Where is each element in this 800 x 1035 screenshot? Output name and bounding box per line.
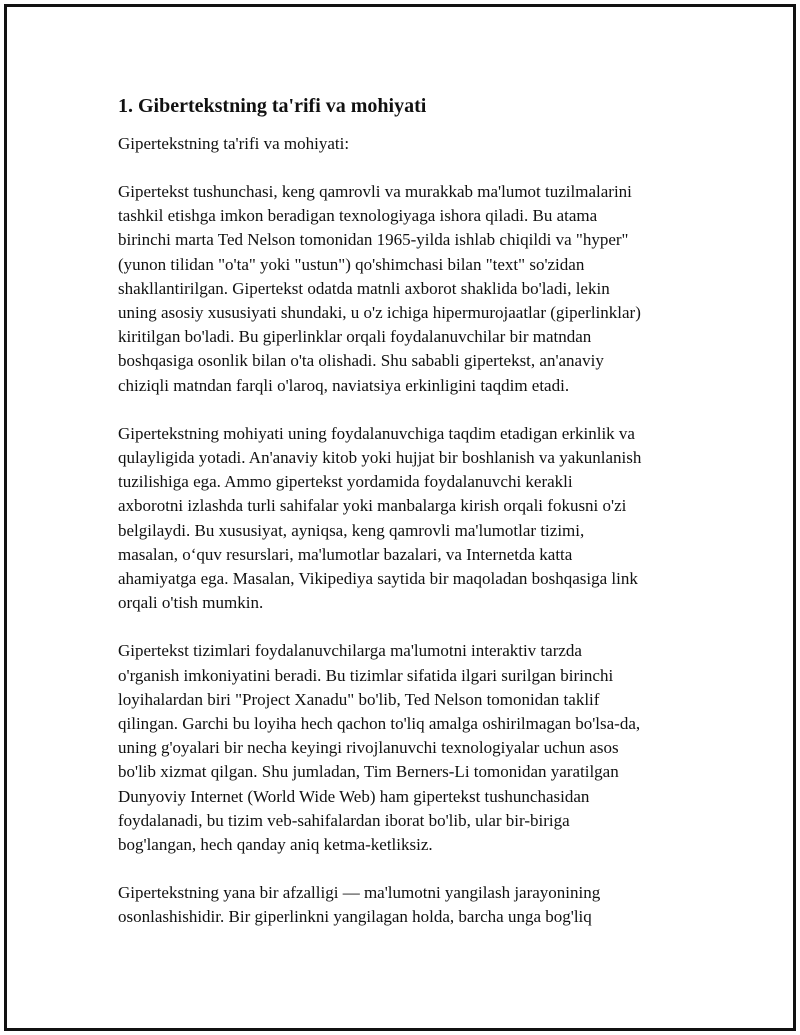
text-line: foydalanadi, bu tizim veb-sahifalardan iborat bo'lib, ular bir-biriga [118, 810, 570, 830]
paragraph-1 [118, 180, 698, 398]
text-line: belgilaydi. Bu xususiyat, ayniqsa, keng qamrovli ma'lumotlar tizimi, [118, 520, 585, 540]
paragraph-3 [118, 639, 698, 857]
text-line: Gipertekst tushunchasi, keng qamrovli va murakkab ma'lumot tuzilmalarini [118, 182, 632, 201]
paragraph-4 [118, 881, 698, 929]
text-line: birinchi marta Ted Nelson tomonidan 1965-yilda ishlab chiqildi va "hyper" [118, 230, 629, 250]
text-line: kiritilgan bo'ladi. Bu giperlinklar orqali foydalanuvchilar bir matndan [118, 327, 592, 347]
text-line: Gipertekstning yana bir afzalligi — ma'lumotni yangilash jarayonining [118, 883, 601, 903]
paragraph-2 [118, 422, 698, 616]
text-line: masalan, o‘quv resurslari, ma'lumotlar bazalari, va Internetda katta [118, 544, 573, 564]
text-line: chiziqli matndan farqli o'laroq, naviatsiya erkinligini taqdim etadi. [118, 375, 570, 395]
text-line: (yunon tilidan "o'ta" yoki "ustun") qo'shimchasi bilan "text" so'zidan [118, 254, 585, 274]
intro-line: Gipertekstning ta'rifi va mohiyati: [118, 134, 350, 153]
text-line: tuzilishiga ega. Ammo gipertekst yordamida foydalanuvchi kerakli [118, 472, 573, 492]
text-line: shakllantirilgan. Gipertekst odatda matnli axborot shaklida bo'ladi, lekin [118, 278, 610, 298]
text-line: orqali o'tish mumkin. [118, 593, 264, 613]
section-heading: 1. Gibertekstning ta'rifi va mohiyati [118, 95, 427, 117]
text-line: bo'lib xizmat qilgan. Shu jumladan, Tim Berners-Li tomonidan yaratilgan [118, 762, 619, 782]
text-line: o'rganish imkoniyatini beradi. Bu tizimlar sifatida ilgari surilgan birinchi [118, 665, 614, 685]
text-line: bog'langan, hech qanday aniq ketma-ketliksiz. [118, 835, 433, 855]
text-line: uning g'oyalari bir necha keyingi rivojlanuvchi texnologiyalar uchun asos [118, 738, 619, 758]
text-line: Gipertekstning mohiyati uning foydalanuvchiga taqdim etadigan erkinlik va [118, 423, 635, 443]
document-body [118, 92, 698, 954]
text-line: osonlashishidir. Bir giperlinkni yangilagan holda, barcha unga bog'liq [118, 907, 592, 927]
text-line: uning asosiy xususiyati shundaki, u o'z ichiga hipermurojaatlar (giperlinklar) [118, 303, 641, 323]
text-line: axborotni izlashda turli sahifalar yoki manbalarga kirish orqali fokusni o'zi [118, 496, 627, 516]
text-line: qilingan. Garchi bu loyiha hech qachon to'liq amalga oshirilmagan bo'lsa-da, [118, 714, 641, 734]
text-line: loyihalardan biri "Project Xanadu" bo'lib, Ted Nelson tomonidan taklif [118, 689, 600, 709]
text-line: qulayligida yotadi. An'anaviy kitob yoki hujjat bir boshlanish va yakunlanish [118, 448, 642, 468]
text-line: boshqasiga osonlik bilan o'ta olishadi. Shu sababli gipertekst, an'anaviy [118, 351, 604, 371]
text-line: tashkil etishga imkon beradigan texnologiyaga ishora qiladi. Bu atama [118, 206, 598, 226]
text-line: Dunyoviy Internet (World Wide Web) ham gipertekst tushunchasidan [118, 786, 590, 806]
text-line: ahamiyatga ega. Masalan, Vikipediya saytida bir maqoladan boshqasiga link [118, 569, 638, 589]
text-line: Gipertekst tizimlari foydalanuvchilarga ma'lumotni interaktiv tarzda [118, 641, 582, 661]
